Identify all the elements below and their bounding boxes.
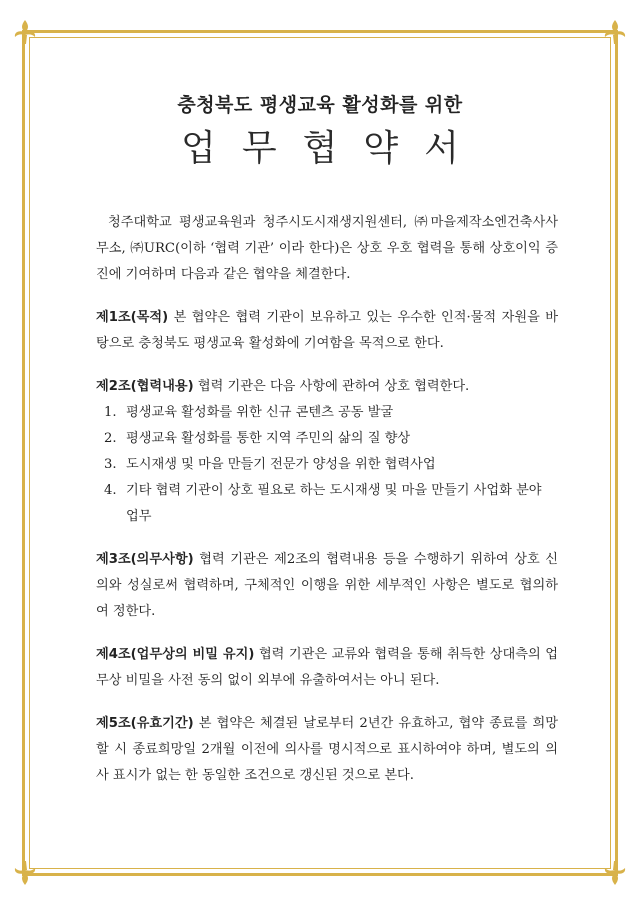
list-item (104, 400, 558, 426)
fleur-de-lis-corner-icon (600, 857, 630, 887)
article-heading: 제1조(목적) (96, 310, 169, 325)
article-text: 본 협약은 협력 기관이 보유하고 있는 우수한 인적·물적 자원을 바탕으로 충청북도 평생교육 활성화에 기여함을 목적으로 한다. (96, 310, 558, 351)
article-text: 협력 기관은 교류와 협력을 통해 취득한 상대측의 업무상 비밀을 사전 동의 없이 외부에 유출하여서는 아니 된다. (96, 647, 558, 688)
article-heading: 제2조(협력내용) (96, 379, 194, 394)
list-item-text: 평생교육 활성화를 통한 지역 주민의 삶의 질 향상 (126, 431, 411, 446)
list-item-number: 1. (104, 405, 117, 420)
list-item-text: 기타 협력 기관이 상호 필요로 하는 도시재생 및 마을 만들기 사업화 분야 업무 (126, 483, 542, 524)
document-title: 업무협약서 (181, 128, 485, 169)
article-3 (96, 547, 558, 625)
article-heading: 제3조(의무사항) (96, 552, 194, 567)
article-heading: 제5조(유효기간) (96, 716, 194, 731)
article-1 (96, 305, 558, 357)
list-item-text: 도시재생 및 마을 만들기 전문가 양성을 위한 협력사업 (126, 457, 436, 472)
list-item (104, 478, 558, 530)
list-item-number: 2. (104, 431, 117, 446)
list-item-number: 4. (104, 483, 117, 498)
article-heading: 제4조(업무상의 비밀 유지) (96, 647, 255, 662)
list-item-number: 3. (104, 457, 117, 472)
intro-paragraph: 청주대학교 평생교육원과 청주시도시재생지원센터, ㈜마을제작소엔건축사사무소, ㈜URC(이하 ‘협력 기관’ 이라 한다)은 상호 우호 협력을 통해 상호이익 증진에 기여하며 다음과 같은 협약을 체결한다. (96, 215, 558, 282)
article-5 (96, 711, 558, 789)
fleur-de-lis-corner-icon (10, 857, 40, 887)
cooperation-list (96, 400, 558, 530)
article-text: 본 협약은 체결된 날로부터 2년간 유효하고, 협약 종료를 희망할 시 종료희망일 2개월 이전에 의사를 명시적으로 표시하여야 하며, 별도의 의사 표시가 없는 한 동일한 조건으로 갱신된 것으로 본다. (96, 716, 558, 783)
list-item (104, 452, 558, 478)
agreement-body (96, 210, 558, 789)
article-2 (96, 374, 558, 400)
article-4 (96, 642, 558, 694)
fleur-de-lis-corner-icon (600, 18, 630, 48)
article-text: 협력 기관은 제2조의 협력내용 등을 수행하기 위하여 상호 신의와 성실로써 협력하며, 구체적인 이행을 위한 세부적인 사항은 별도로 협의하여 정한다. (96, 552, 558, 619)
document-subtitle: 충청북도 평생교육 활성화를 위한 (177, 94, 463, 116)
article-text: 협력 기관은 다음 사항에 관하여 상호 협력한다. (193, 379, 470, 394)
fleur-de-lis-corner-icon (10, 18, 40, 48)
list-item (104, 426, 558, 452)
list-item-text: 평생교육 활성화를 위한 신규 콘텐츠 공동 발굴 (126, 405, 394, 420)
